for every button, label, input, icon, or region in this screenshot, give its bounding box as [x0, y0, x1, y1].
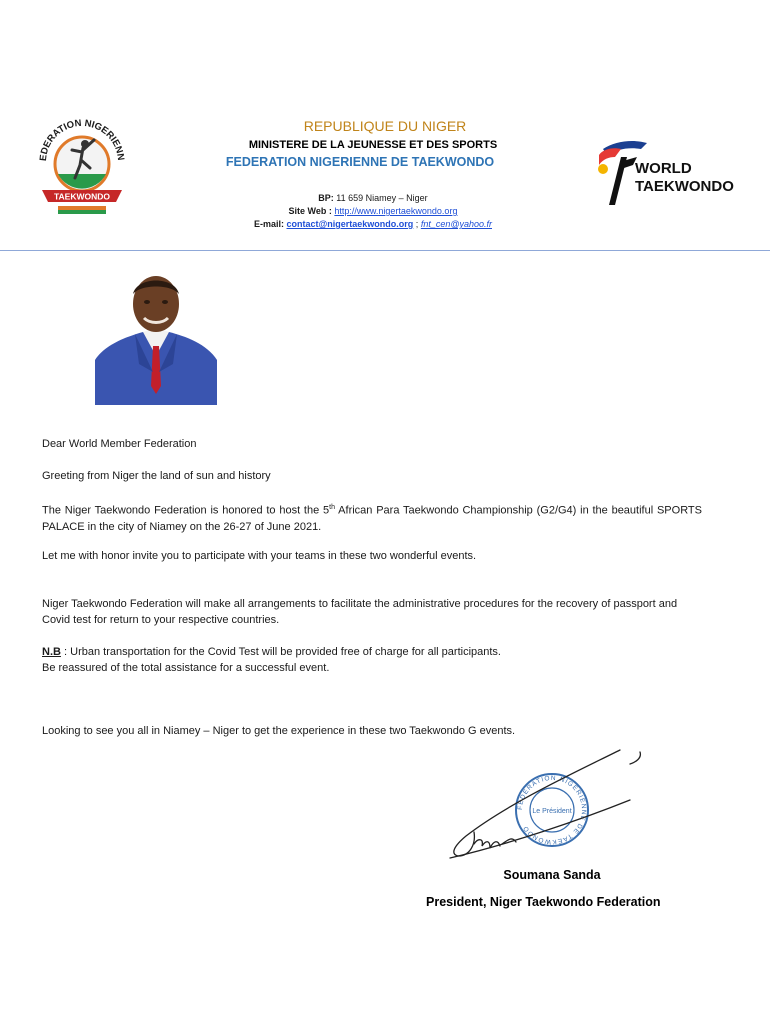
signer-title: President, Niger Taekwondo Federation — [426, 895, 661, 909]
president-photo — [95, 268, 217, 405]
world-taekwondo-logo — [593, 135, 743, 207]
stamp-ring-text: FEDERATION NIGERIENNE DE TAEKWONDO — [516, 774, 588, 846]
paragraph-championship-part1: The Niger Taekwondo Federation is honored to host the 5 — [42, 504, 330, 517]
email-label: E-mail: — [253, 219, 287, 229]
bp-value: 11 659 Niamey – Niger — [333, 193, 428, 203]
email-link-contact[interactable]: contact@nigertaekwondo.org — [286, 219, 414, 229]
note-reassurance: Be reassured of the total assistance for a successful event. — [42, 662, 330, 674]
email-separator: ; — [413, 219, 421, 229]
paragraph-championship — [42, 500, 702, 535]
paragraph-invitation: Let me with honor invite you to participate with your teams in these two wonderful events. — [42, 550, 477, 562]
paragraph-championship-part2: African Para Taekwondo Championship (G2/G4) in the beautiful SPORTS PALACE in the city of Niamey on the 26-27 of June 2021. — [42, 504, 702, 533]
world-taekwondo-line2: TAEKWONDO — [635, 178, 734, 195]
signer-name: Soumana Sanda — [503, 868, 601, 882]
salutation: Dear World Member Federation — [42, 438, 197, 450]
note-label: N.B — [42, 646, 61, 658]
email-line — [0, 219, 746, 229]
website-link[interactable]: http://www.nigertaekwondo.org — [334, 206, 458, 216]
signature-stamp-area — [430, 740, 670, 870]
ministry-heading: MINISTERE DE LA JEUNESSE ET DES SPORTS — [248, 139, 498, 151]
email-link-yahoo[interactable]: fnt_cen@yahoo.fr — [420, 219, 492, 229]
website-line — [0, 206, 746, 216]
note-text: : Urban transportation for the Covid Test will be provided free of charge for all participants. — [60, 646, 501, 658]
world-taekwondo-line1: WORLD — [635, 160, 692, 177]
federation-logo-banner: TAEKWONDO — [53, 191, 111, 202]
paragraph-arrangements: Niger Taekwondo Federation will make all arrangements to facilitate the administrative procedures for the recovery of passport and Covid test for return to your respective countries. — [42, 598, 678, 626]
bp-label: BP: — [318, 193, 334, 203]
republic-heading: REPUBLIQUE DU NIGER — [303, 118, 467, 134]
ordinal-superscript: th — [329, 504, 335, 511]
stamp-center-text: Le Président — [532, 808, 572, 815]
note-transportation — [42, 644, 702, 660]
header-divider — [0, 250, 770, 251]
federation-heading: FEDERATION NIGERIENNE DE TAEKWONDO — [225, 155, 495, 169]
website-label: Site Web : — [288, 206, 335, 216]
closing-line: Looking to see you all in Niamey – Niger to get the experience in these two Taekwondo G events. — [42, 725, 516, 737]
official-stamp — [516, 774, 588, 846]
federation-logo-arc-text: EDERATION NIGERIENN — [37, 117, 127, 162]
greeting-line: Greeting from Niger the land of sun and history — [42, 470, 271, 482]
